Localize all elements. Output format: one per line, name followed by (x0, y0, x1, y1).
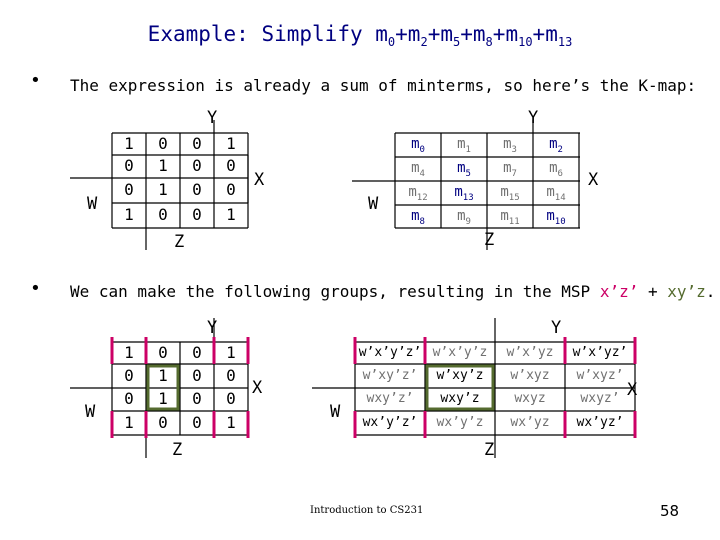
map4-cell: wxy’z (440, 391, 480, 406)
map2-cell: $m_{11}$ (500, 208, 520, 227)
map1-cell: 1 (124, 134, 134, 153)
title-term-5: $m_{13}$ (545, 22, 573, 50)
title-prefix: Example: Simplify (147, 22, 376, 46)
map1-cell: 1 (158, 180, 168, 199)
msp-term-1: x’z’ (599, 282, 639, 301)
msp-term-2: xy’z (667, 282, 706, 301)
map1-cell: 0 (192, 180, 202, 199)
map1-cell: 1 (226, 205, 236, 224)
map3-cell: 1 (226, 343, 236, 362)
map2-cell: $m_6$ (549, 160, 563, 179)
map2-cell: $m_9$ (457, 208, 471, 227)
map2-cell: $m_0$ (411, 136, 425, 155)
map4-cell: wxyz (514, 391, 546, 406)
map1-cell: 0 (192, 134, 202, 153)
map2-cell: $m_{14}$ (546, 184, 566, 203)
map1-cell: 1 (158, 156, 168, 175)
map1-cell: 0 (158, 134, 168, 153)
map2-z-label: Z (484, 230, 495, 250)
map3-cell: 1 (124, 413, 134, 432)
map2-cell: $m_2$ (549, 136, 563, 155)
map2-w-label: W (368, 194, 379, 214)
map2-x-label: X (588, 170, 599, 190)
bullet-dot-1: • (30, 70, 41, 91)
map1-cell: 1 (124, 205, 134, 224)
map1-cell: 0 (158, 205, 168, 224)
map3-cell: 0 (124, 366, 134, 385)
title-term-0: $m_0+$ (375, 22, 408, 50)
map4-cell: wxy’z’ (366, 391, 414, 406)
map4-cell: w’xy’z (436, 368, 484, 383)
map3-z-label: Z (172, 440, 183, 460)
map1-x-label: X (254, 170, 265, 190)
msp-period: . (705, 282, 716, 301)
map1-cell: 0 (226, 180, 236, 199)
map3-x-label: X (252, 378, 263, 398)
map4-y-label: Y (551, 318, 562, 338)
map3-cell: 1 (226, 413, 236, 432)
map3-y-label: Y (207, 318, 218, 338)
map4-cell: wx’y’z’ (362, 415, 418, 430)
map2-cell: $m_{10}$ (546, 208, 566, 227)
map3-cell: 1 (124, 343, 134, 362)
map4-cell: w’x’yz (506, 345, 554, 360)
map2-cell: $m_{12}$ (408, 184, 428, 203)
footer-text: Introduction to CS231 (310, 505, 424, 516)
map3-cell: 0 (158, 343, 168, 362)
map4-z-label: Z (484, 440, 495, 460)
map4-cell: wx’yz’ (576, 415, 624, 430)
bullet-dot-2: • (30, 278, 41, 299)
map2-y-label: Y (528, 108, 539, 128)
map1-cell: 1 (226, 134, 236, 153)
title-term-2: $m_5+$ (440, 22, 473, 50)
map4-cell: w’x’y’z (432, 345, 488, 360)
map1-w-label: W (87, 194, 98, 214)
map3-cell: 1 (158, 366, 168, 385)
map3-cell: 0 (226, 366, 236, 385)
map2-cell: $m_4$ (411, 160, 425, 179)
map1-cell: 0 (124, 156, 134, 175)
bullet-text-1: The expression is already a sum of minterms, so here’s the K-map: (70, 76, 697, 95)
map3-cell: 0 (124, 389, 134, 408)
map1-z-label: Z (174, 232, 185, 252)
title-term-1: $m_2+$ (407, 22, 441, 50)
map3-cell: 0 (192, 343, 202, 362)
map3-cell: 0 (192, 389, 202, 408)
map1-cell: 0 (192, 156, 202, 175)
map3-cell: 0 (158, 413, 168, 432)
map3-cell: 0 (192, 413, 202, 432)
map3-w-label: W (85, 402, 96, 422)
map2-cell: $m_1$ (457, 136, 471, 155)
map4-cell: w’xyz (510, 368, 550, 383)
title-term-4: $m_{10}+$ (505, 22, 546, 50)
map4-x-label: X (627, 380, 638, 400)
map4-cell: wxyz’ (580, 391, 620, 406)
map4-w-label: W (330, 402, 341, 422)
map1-cell: 0 (124, 180, 134, 199)
map2-cell: $m_{15}$ (500, 184, 520, 203)
map4-cell: w’xyz’ (576, 368, 624, 383)
title-term-3: $m_8+$ (472, 22, 506, 50)
map2-cell: $m_7$ (503, 160, 517, 179)
map3-cell: 0 (226, 389, 236, 408)
map1-cell: 0 (192, 205, 202, 224)
map2-cell: $m_3$ (503, 136, 517, 155)
msp-plus: + (638, 282, 668, 301)
map2-cell: $m_{13}$ (454, 184, 474, 203)
map4-cell: w’x’yz’ (572, 345, 628, 360)
map4-cell: wx’yz (510, 415, 550, 430)
map3-cell: 0 (192, 366, 202, 385)
map3-cell: 1 (158, 389, 168, 408)
page-number: 58 (660, 502, 680, 520)
map2-cell: $m_8$ (411, 208, 425, 227)
map2-cell: $m_5$ (457, 160, 471, 179)
bullet2-lead: We can make the following groups, resulting in the MSP (70, 282, 600, 301)
map4-cell: w’xy’z’ (362, 368, 418, 383)
map4-cell: wx’y’z (436, 415, 484, 430)
map1-y-label: Y (207, 108, 218, 128)
map1-cell: 0 (226, 156, 236, 175)
map4-cell: w’x’y’z’ (358, 345, 422, 360)
